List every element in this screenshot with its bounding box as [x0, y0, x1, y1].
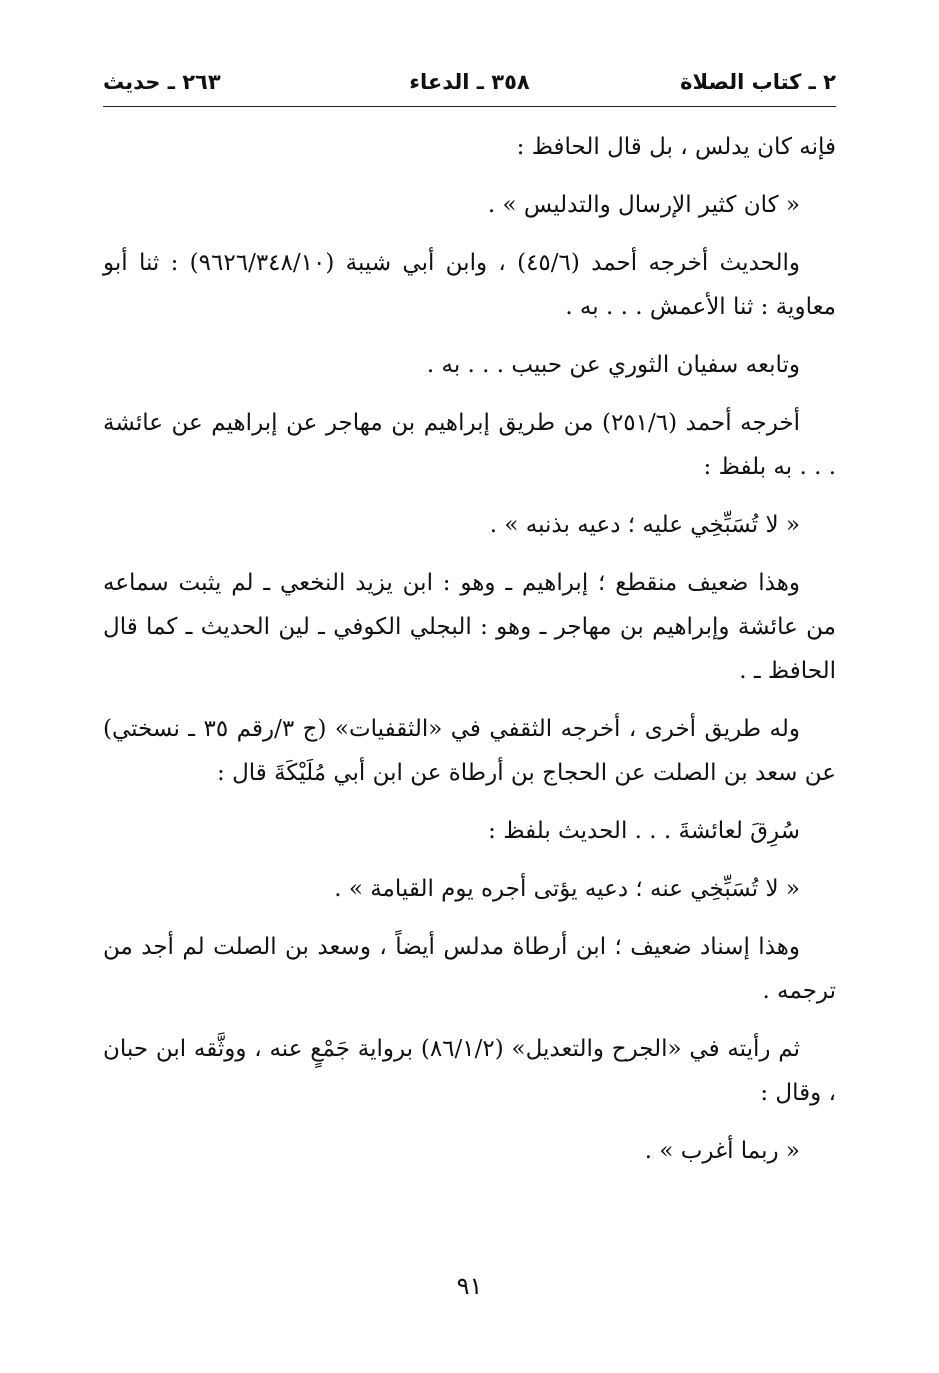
quotation: « كان كثير الإرسال والتدليس » . [487, 192, 800, 218]
paragraph: أخرجه أحمد (٢٥١/٦) من طريق إبراهيم بن مهاجر عن إبراهيم عن عائشة . . . به بلفظ : [103, 410, 836, 480]
header-section: ٣٥٨ ـ الدعاء [409, 70, 530, 94]
header-hadith-number: ٢٦٣ ـ حديث [103, 70, 221, 94]
paragraph: وهذا إسناد ضعيف ؛ ابن أرطاة مدلس أيضاً ، وسعد بن الصلت لم أجد من ترجمه . [103, 934, 836, 1004]
paragraph: والحديث أخرجه أحمد (٤٥/٦) ، وابن أبي شيبة (٩٦٢٦/٣٤٨/١٠) : ثنا أبو معاوية : ثنا الأعمش . . . به . [103, 250, 836, 320]
paragraph: وتابعه سفيان الثوري عن حبيب . . . به . [426, 352, 800, 378]
paragraph: سُرِقَ لعائشةَ . . . الحديث بلفظ : [488, 818, 800, 844]
paragraph: ثم رأيته في «الجرح والتعديل» (٨٦/١/٢) برواية جَمْعٍ عنه ، ووثَّقه ابن حبان ، وقال : [103, 1036, 836, 1106]
page-number: ٩١ [456, 1272, 483, 1300]
paragraph: وله طريق أخرى ، أخرجه الثقفي في «الثقفيات» (ج ٣/رقم ٣٥ ـ نسختي) عن سعد بن الصلت عن الحجاج بن أرطاة عن ابن أبي مُلَيْكَةَ قال : [103, 716, 836, 786]
header-chapter: ٢ ـ كتاب الصلاة [680, 70, 836, 94]
quotation: « لا تُسَبِّخِي عنه ؛ دعيه يؤتى أجره يوم القيامة » . [334, 876, 800, 902]
running-header [103, 66, 836, 107]
paragraph: فإنه كان يدلس ، بل قال الحافظ : [516, 134, 836, 160]
paragraph: وهذا ضعيف منقطع ؛ إبراهيم ـ وهو : ابن يزيد النخعي ـ لم يثبت سماعه من عائشة وإبراهيم بن مهاجر ـ وهو : البجلي الكوفي ـ لين الحديث ـ كما قال الحافظ ـ . [103, 570, 836, 684]
quotation: « ربما أغرب » . [644, 1138, 800, 1164]
page-body [103, 125, 836, 1187]
quotation: « لا تُسَبِّخِي عليه ؛ دعيه بذنبه » . [489, 512, 800, 538]
